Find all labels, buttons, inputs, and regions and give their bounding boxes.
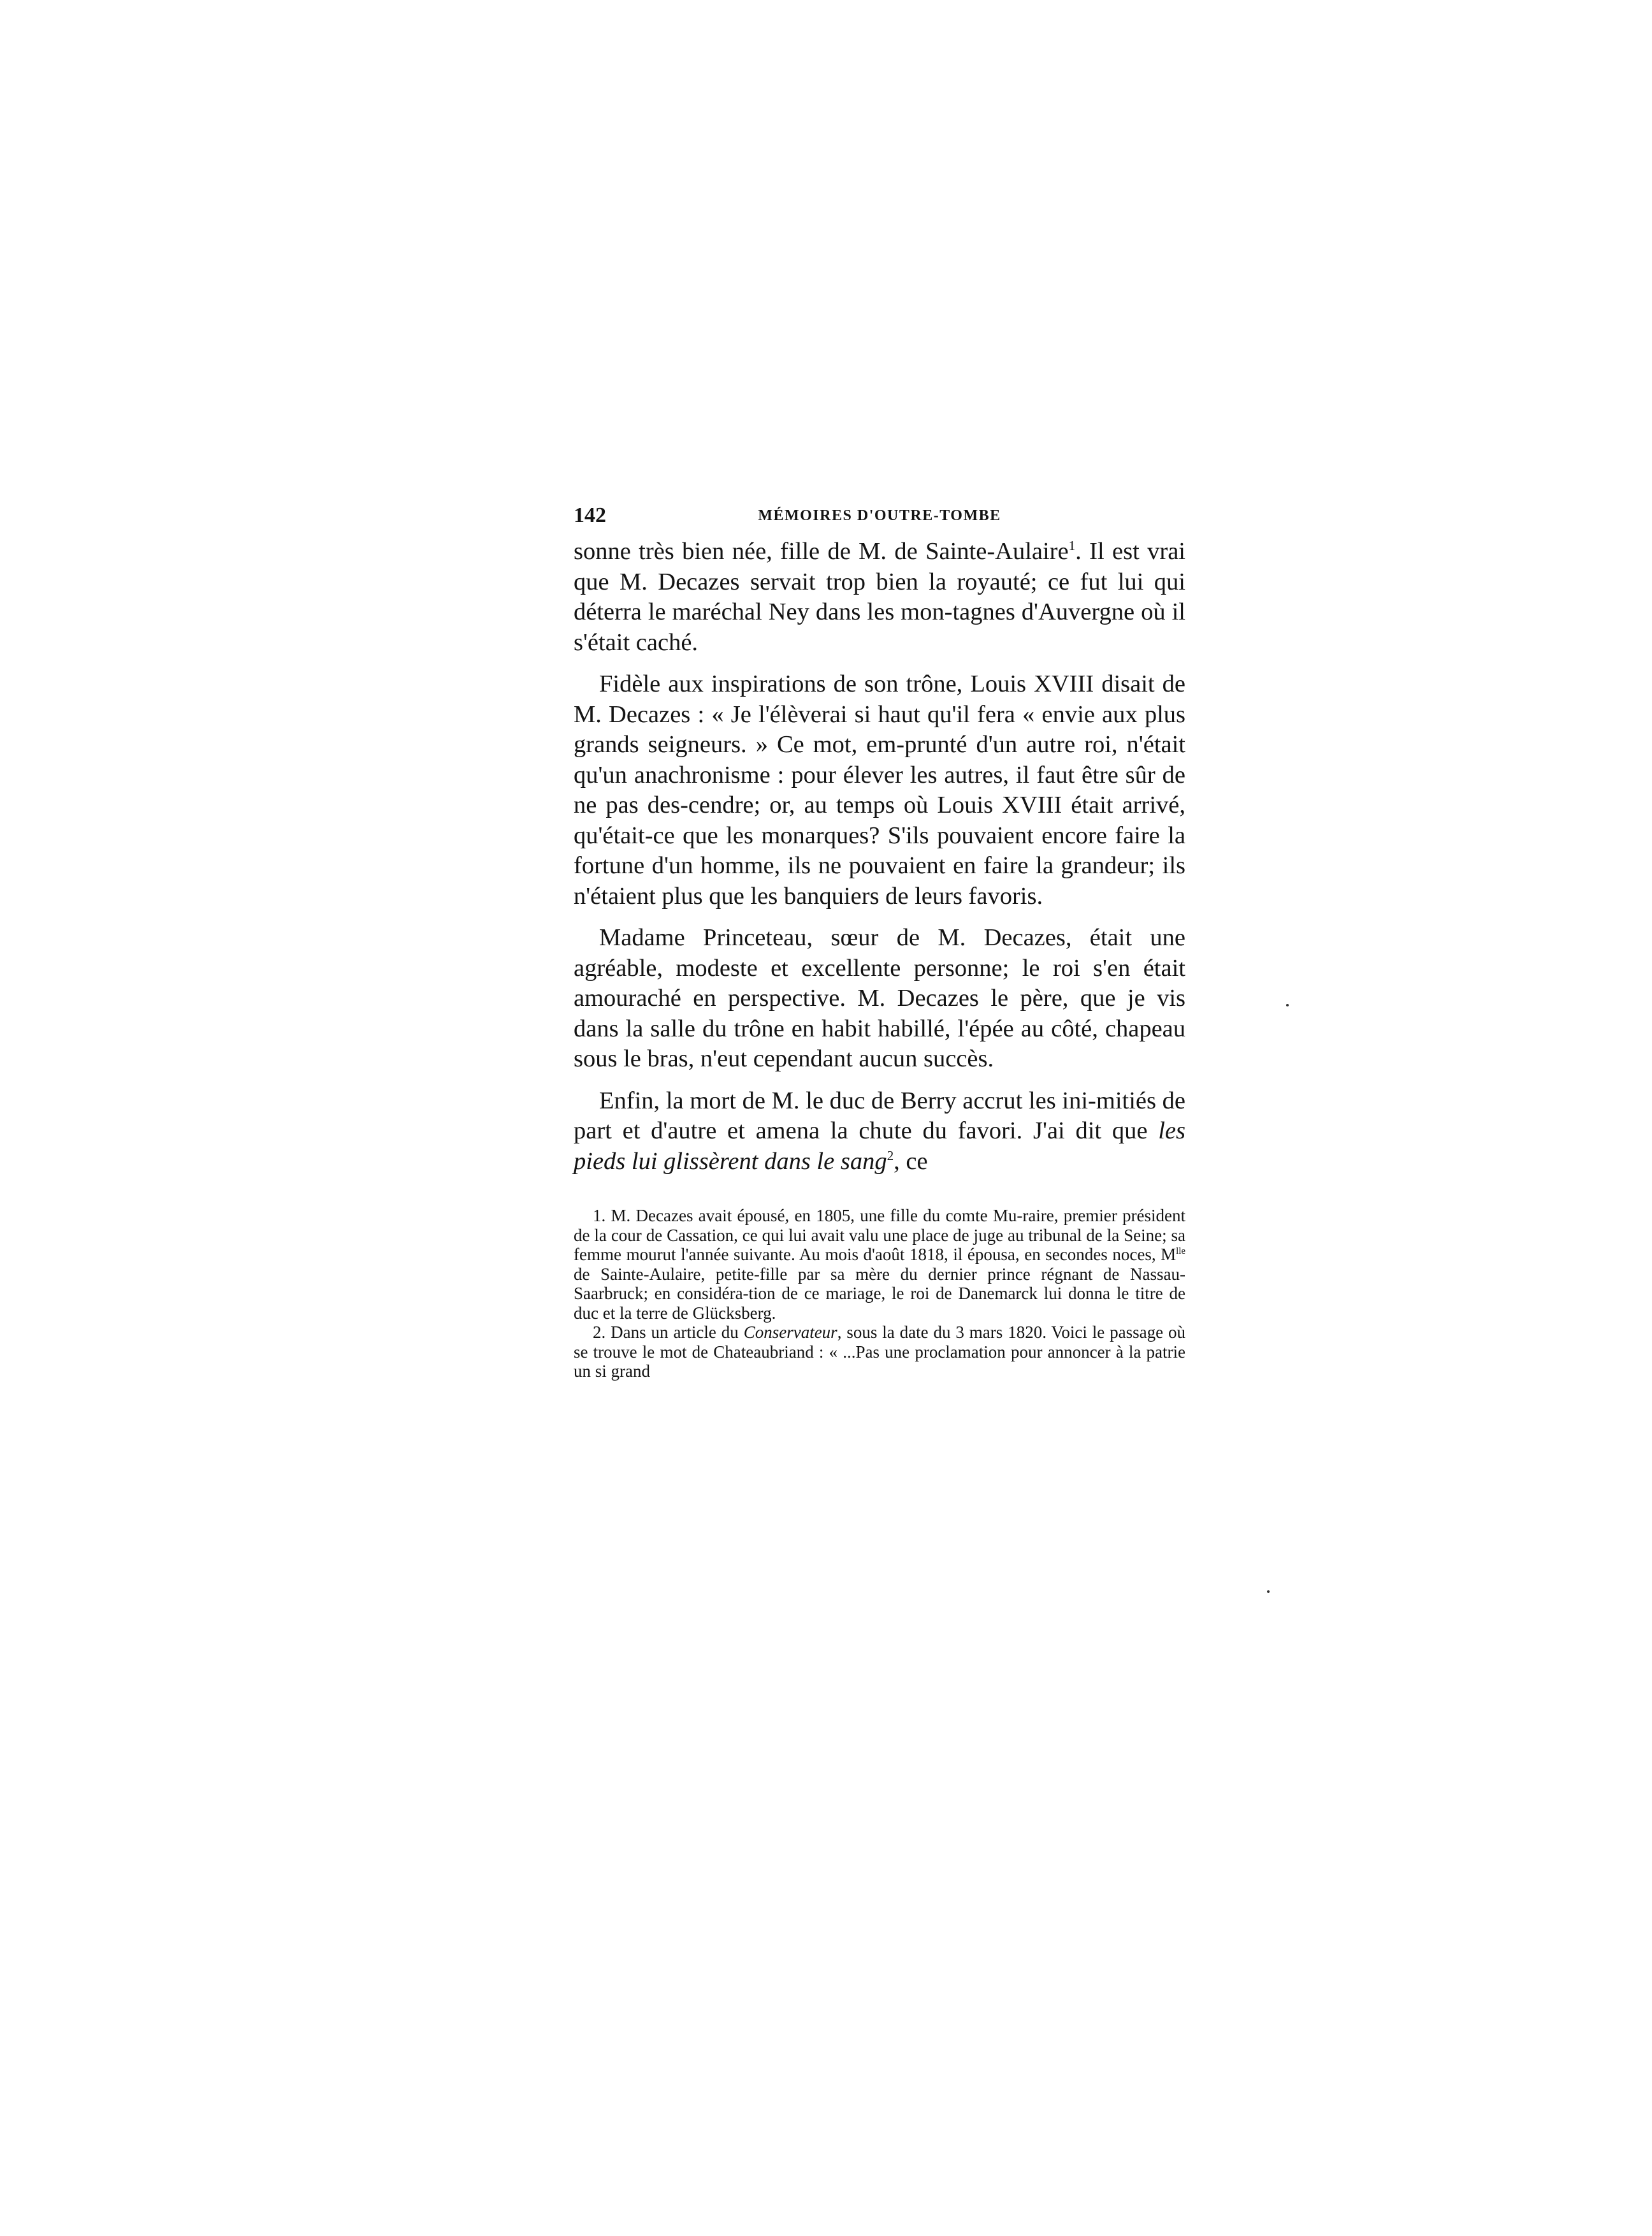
footnote-ref-2: 2: [887, 1147, 894, 1163]
paragraph-1: sonne très bien née, fille de M. de Sainte-Aulaire$^1$. Il est vrai que M. Decazes servait trop bien la royauté; ce fut lui qui déterra le maréchal Ney dans les mon-tagnes d'Auvergne où il s'était caché.: [574, 538, 1186, 656]
paragraph-4: Enfin, la mort de M. le duc de Berry accrut les ini-mitiés de part et d'autre et amena la chute du favori. J'ai dit que les pieds lui glissèrent dans le sang$^2$, ce: [574, 1087, 1186, 1175]
body-text: [574, 537, 1185, 1177]
running-title: MÉMOIRES D'OUTRE-TOMBE: [758, 507, 1001, 524]
running-head: [574, 504, 1185, 537]
footnote-ref-1: 1: [1068, 538, 1076, 554]
footnote-2: 2. Dans un article du Conservateur, sous la date du 3 mars 1820. Voici le passage où se trouve le mot de Chateaubriand : « ...Pas une proclamation pour annoncer à la patrie un si grand: [574, 1323, 1186, 1381]
italic-quote: les pieds lui glissèrent dans le sang: [574, 1117, 1186, 1175]
paragraph-3: Madame Princeteau, sœur de M. Decazes, était une agréable, modeste et excellente personne; le roi s'en était amouraché en perspective. M. Decazes le père, que je vis dans la salle du trône en habit habillé, l'épée au côté, chapeau sous le bras, n'eut cependant aucun succès.: [574, 924, 1186, 1072]
footnotes: [574, 1206, 1185, 1381]
scan-speck: [1286, 1004, 1289, 1006]
footnote-1: 1. M. Decazes avait épousé, en 1805, une fille du comte Mu-raire, premier président de la cour de Cassation, ce qui lui avait valu une place de juge au tribunal de la Seine; sa femme mourut l'année suivante. Au mois d'août 1818, il épousa, en secondes noces, $M^{lle}$ de Sainte-Aulaire, petite-fille par sa mère du dernier prince régnant de Nassau-Saarbruck; en considéra-tion de ce mariage, le roi de Danemarck lui donna le titre de duc et la terre de Glücksberg.: [574, 1206, 1186, 1323]
page-number: 142: [574, 504, 606, 527]
scan-speck: [1267, 1590, 1270, 1593]
paragraph-2: Fidèle aux inspirations de son trône, Louis XVIII disait de M. Decazes : « Je l'élèverai si haut qu'il fera « envie aux plus grands seigneurs. » Ce mot, em-prunté d'un autre roi, n'était qu'un anachronisme : pour élever les autres, il faut être sûr de ne pas des-cendre; or, au temps où Louis XVIII était arrivé, qu'était-ce que les monarques? S'ils pouvaient encore faire la fortune d'un homme, ils ne pouvaient en faire la grandeur; ils n'étaient plus que les banquiers de leurs favoris.: [574, 671, 1186, 910]
book-page: [574, 504, 1185, 1381]
